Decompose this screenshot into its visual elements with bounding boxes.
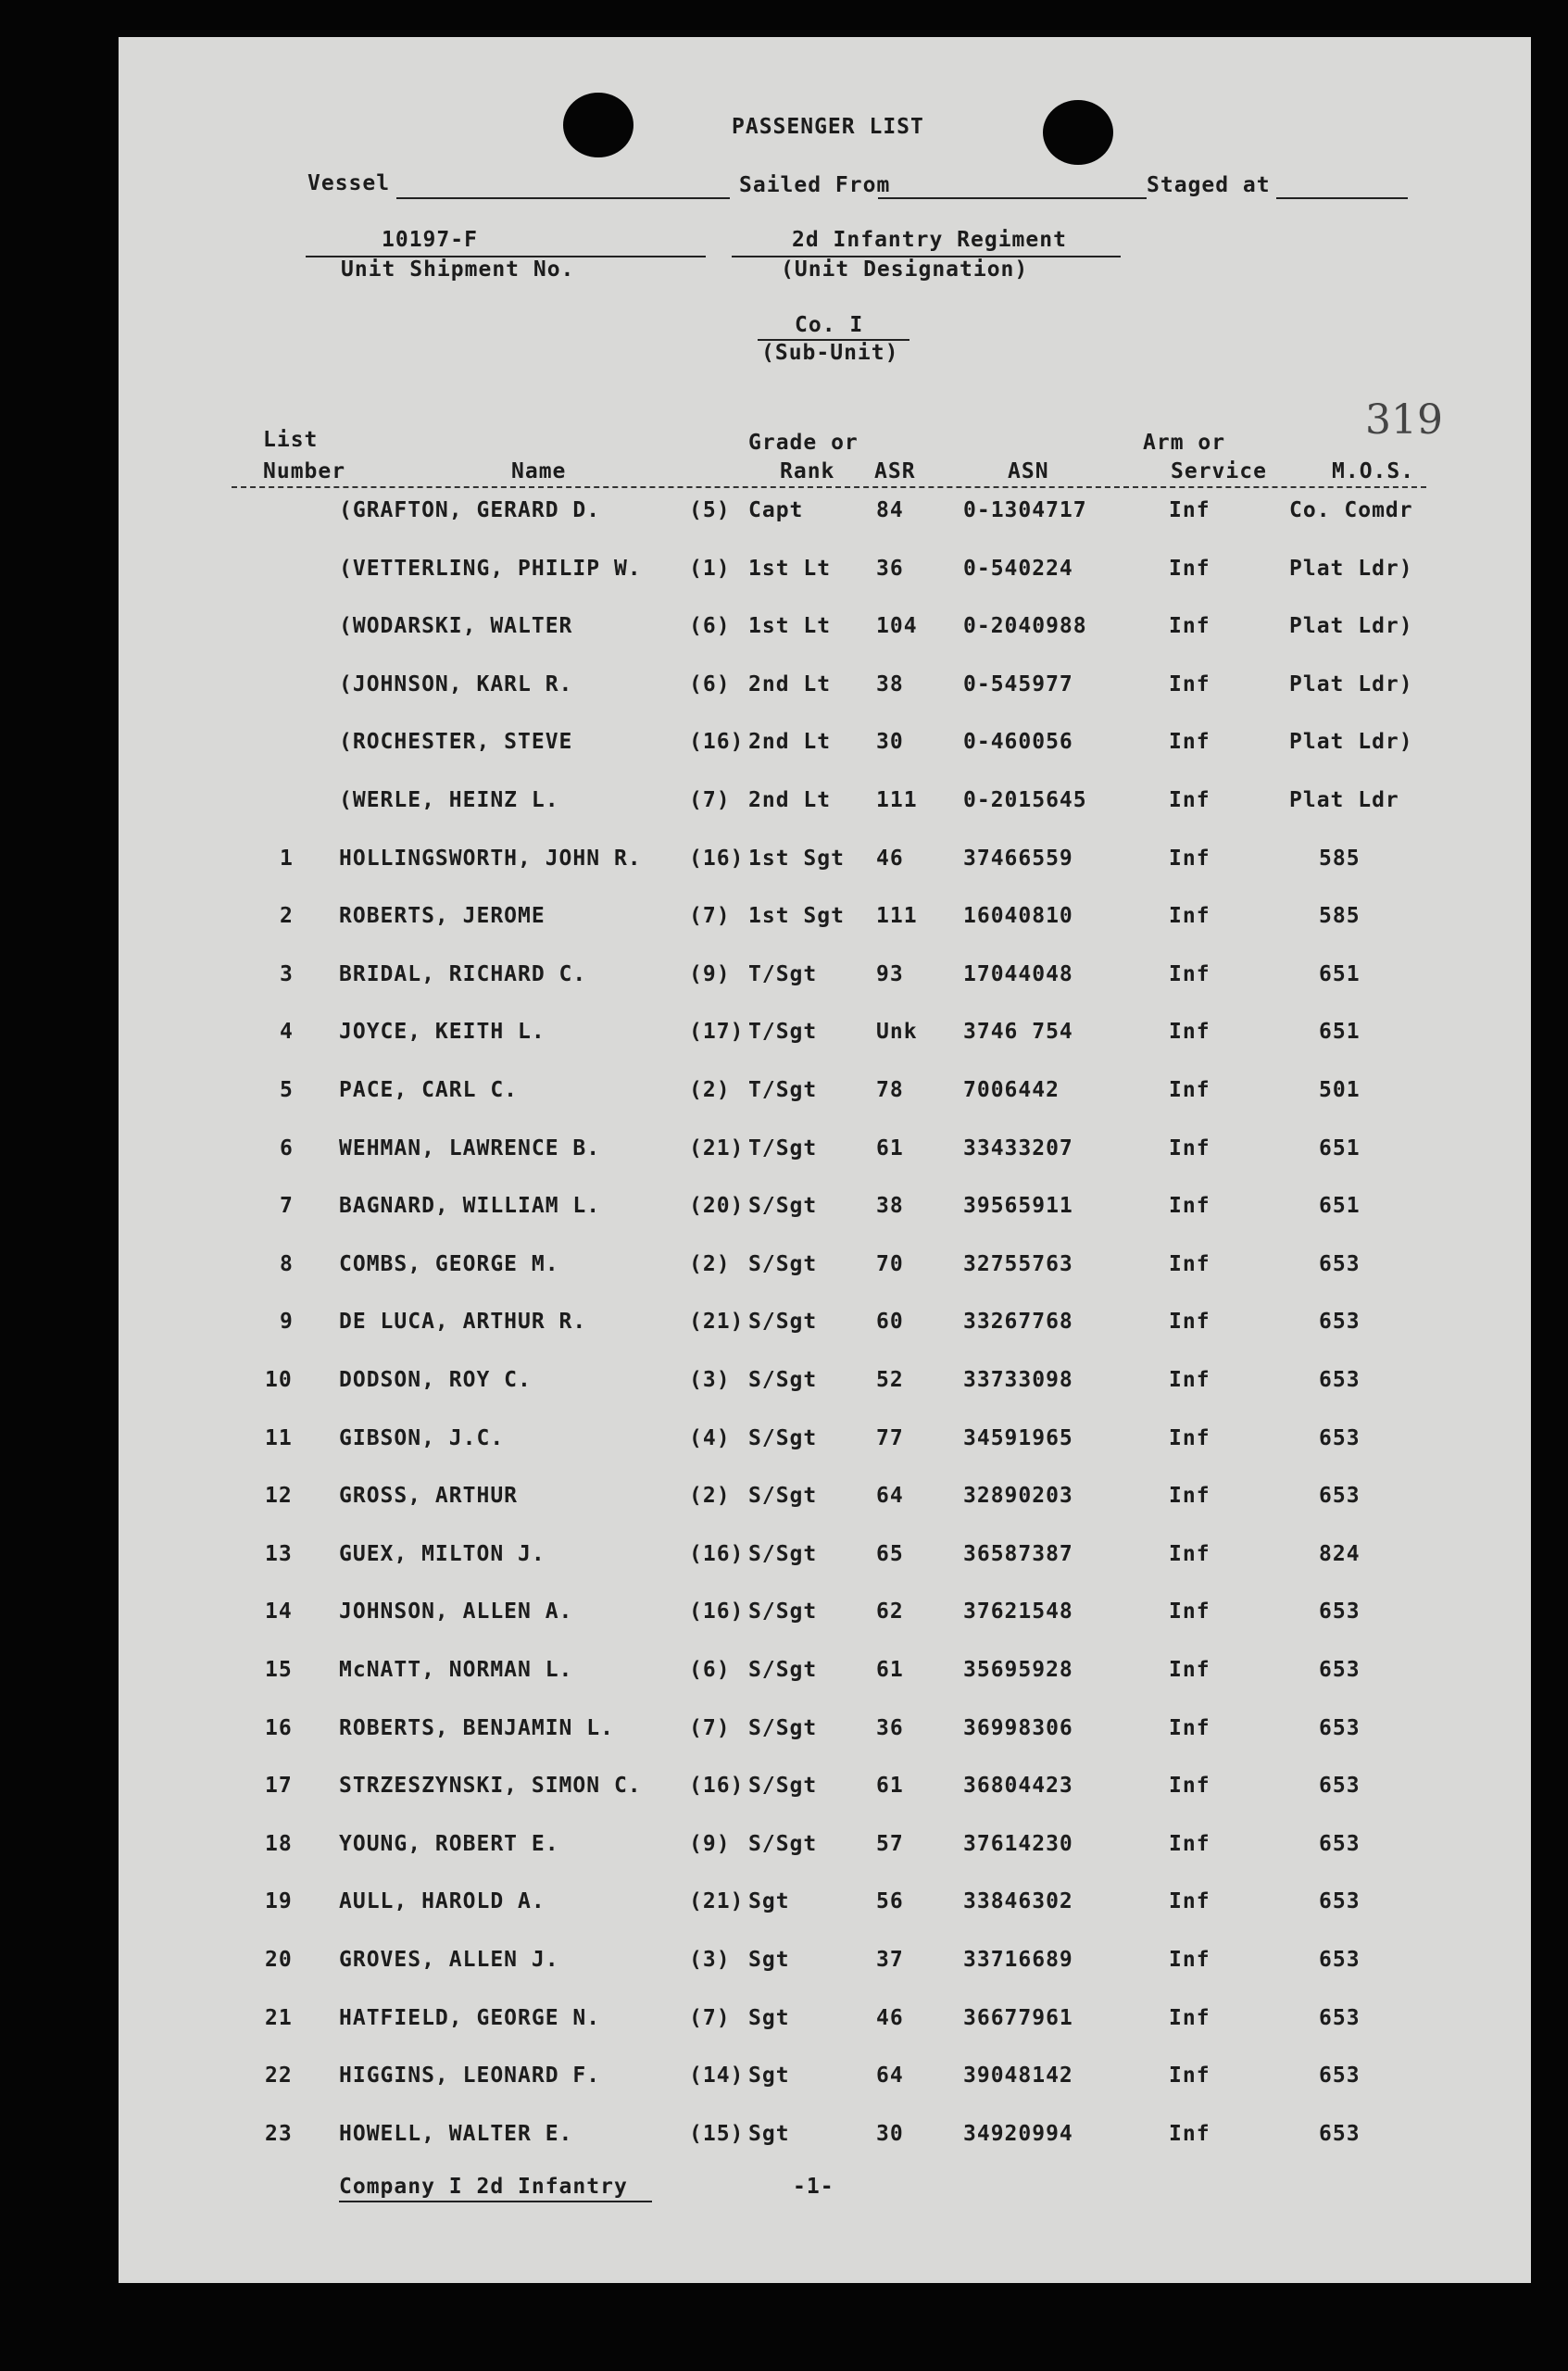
row-mos: 585 — [1319, 904, 1361, 929]
row-number: 19 — [265, 1889, 293, 1914]
table-row — [0, 1194, 1568, 1231]
row-number: 3 — [280, 961, 294, 986]
row-arm: Inf — [1169, 1251, 1210, 1276]
row-rank: S/Sgt — [748, 1658, 818, 1682]
row-number: 7 — [280, 1194, 294, 1219]
row-arm: Inf — [1169, 1078, 1210, 1102]
row-code: (20) — [689, 1194, 745, 1219]
row-asn: 0-2040988 — [963, 614, 1087, 639]
row-name: HATFIELD, GEORGE N. — [339, 2005, 601, 2030]
row-arm: Inf — [1169, 671, 1210, 696]
row-name: ROBERTS, BENJAMIN L. — [339, 1715, 614, 1740]
row-name: (ROCHESTER, STEVE — [339, 730, 573, 755]
table-row — [0, 1832, 1568, 1869]
row-name: ROBERTS, JEROME — [339, 904, 546, 929]
row-name: McNATT, NORMAN L. — [339, 1658, 573, 1682]
row-asr: 37 — [876, 1948, 904, 1972]
col-arm: Arm or — [1143, 431, 1226, 455]
table-row — [0, 1310, 1568, 1347]
row-asr: 64 — [876, 2064, 904, 2089]
row-number: 9 — [280, 1310, 294, 1335]
row-asn: 0-1304717 — [963, 498, 1087, 522]
table-row — [0, 1020, 1568, 1057]
row-asn: 36677961 — [963, 2005, 1073, 2030]
row-asr: 36 — [876, 556, 904, 581]
row-asr: 57 — [876, 1831, 904, 1856]
row-asn: 33716689 — [963, 1948, 1073, 1972]
row-code: (16) — [689, 1774, 745, 1799]
row-asr: 65 — [876, 1541, 904, 1566]
row-arm: Inf — [1169, 1948, 1210, 1972]
row-name: DE LUCA, ARTHUR R. — [339, 1310, 587, 1335]
row-asn: 34591965 — [963, 1425, 1073, 1450]
row-code: (2) — [689, 1484, 731, 1509]
row-arm: Inf — [1169, 730, 1210, 755]
row-name: JOYCE, KEITH L. — [339, 1020, 546, 1045]
row-rank: 2nd Lt — [748, 730, 832, 755]
row-asr: 78 — [876, 1078, 904, 1102]
row-mos: Plat Ldr — [1289, 788, 1399, 812]
row-asr: 77 — [876, 1425, 904, 1450]
row-number: 11 — [265, 1425, 293, 1450]
table-row — [0, 2064, 1568, 2101]
row-rank: Sgt — [748, 2121, 790, 2146]
row-rank: 2nd Lt — [748, 671, 832, 696]
row-name: HOLLINGSWORTH, JOHN R. — [339, 846, 642, 871]
row-asr: 30 — [876, 730, 904, 755]
row-mos: 653 — [1319, 1599, 1361, 1625]
row-rank: Sgt — [748, 1889, 790, 1914]
punch-hole — [563, 93, 633, 157]
row-asr: 30 — [876, 2121, 904, 2146]
row-arm: Inf — [1169, 614, 1210, 639]
row-mos: 653 — [1319, 1715, 1361, 1740]
col-grade-2: Rank — [780, 459, 835, 483]
row-mos: 653 — [1319, 2064, 1361, 2089]
row-arm: Inf — [1169, 2005, 1210, 2030]
row-arm: Inf — [1169, 904, 1210, 929]
row-rank: Sgt — [748, 1948, 790, 1972]
row-code: (2) — [689, 1078, 731, 1102]
table-row — [0, 730, 1568, 767]
row-arm: Inf — [1169, 1774, 1210, 1799]
subunit-label: (Sub-Unit) — [761, 341, 899, 365]
table-row — [0, 1078, 1568, 1115]
row-mos: 653 — [1319, 1310, 1361, 1335]
col-name: Name — [511, 459, 567, 483]
row-mos: 653 — [1319, 1889, 1361, 1914]
col-list-number: List — [263, 428, 319, 452]
row-asr: 61 — [876, 1135, 904, 1160]
row-asn: 37466559 — [963, 846, 1073, 871]
row-arm: Inf — [1169, 1715, 1210, 1740]
row-asn: 34920994 — [963, 2121, 1073, 2146]
row-asn: 32755763 — [963, 1251, 1073, 1276]
row-asn: 33433207 — [963, 1135, 1073, 1160]
header-rule — [232, 486, 1426, 490]
row-asr: 46 — [876, 846, 904, 871]
footer-page: -1- — [793, 2175, 834, 2199]
row-asn: 16040810 — [963, 904, 1073, 929]
row-mos: 651 — [1319, 961, 1361, 986]
row-mos: Plat Ldr) — [1289, 556, 1413, 581]
row-code: (21) — [689, 1889, 745, 1914]
row-rank: S/Sgt — [748, 1715, 818, 1740]
row-mos: 653 — [1319, 2005, 1361, 2030]
row-asn: 33733098 — [963, 1368, 1073, 1392]
row-rank: 1st Sgt — [748, 904, 845, 929]
row-number: 1 — [280, 846, 294, 871]
row-code: (14) — [689, 2064, 745, 2089]
row-asr: 84 — [876, 498, 904, 522]
row-name: YOUNG, ROBERT E. — [339, 1831, 559, 1856]
row-asn: 39565911 — [963, 1194, 1073, 1219]
row-asr: 93 — [876, 961, 904, 986]
row-number: 18 — [265, 1831, 293, 1856]
row-mos: 653 — [1319, 1484, 1361, 1509]
row-number: 4 — [280, 1020, 294, 1045]
row-code: (4) — [689, 1425, 731, 1450]
row-rank: S/Sgt — [748, 1310, 818, 1335]
row-number: 15 — [265, 1658, 293, 1682]
row-asr: 61 — [876, 1658, 904, 1682]
row-mos: 653 — [1319, 1425, 1361, 1450]
row-rank: S/Sgt — [748, 1425, 818, 1450]
row-name: HOWELL, WALTER E. — [339, 2121, 573, 2146]
row-asn: 0-540224 — [963, 556, 1073, 581]
row-asn: 39048142 — [963, 2064, 1073, 2089]
row-arm: Inf — [1169, 1135, 1210, 1160]
table-row — [0, 614, 1568, 651]
row-arm: Inf — [1169, 961, 1210, 986]
row-name: (VETTERLING, PHILIP W. — [339, 556, 642, 581]
footer-rule — [339, 2201, 652, 2202]
staged-at-field — [1276, 197, 1408, 199]
row-asn: 33267768 — [963, 1310, 1073, 1335]
table-row — [0, 1426, 1568, 1463]
row-asr: 38 — [876, 1194, 904, 1219]
row-number: 12 — [265, 1484, 293, 1509]
row-code: (17) — [689, 1020, 745, 1045]
row-arm: Inf — [1169, 1310, 1210, 1335]
row-name: (WERLE, HEINZ L. — [339, 788, 559, 812]
row-arm: Inf — [1169, 2064, 1210, 2089]
row-arm: Inf — [1169, 1484, 1210, 1509]
row-name: BRIDAL, RICHARD C. — [339, 961, 587, 986]
row-code: (9) — [689, 1831, 731, 1856]
row-number: 14 — [265, 1599, 293, 1625]
row-name: GROVES, ALLEN J. — [339, 1948, 559, 1972]
row-number: 2 — [280, 904, 294, 929]
row-number: 17 — [265, 1774, 293, 1799]
row-asr: 64 — [876, 1484, 904, 1509]
shipment-label: Unit Shipment No. — [341, 257, 575, 282]
row-name: (GRAFTON, GERARD D. — [339, 498, 601, 522]
page-number: 319 — [1365, 396, 1443, 444]
row-name: STRZESZYNSKI, SIMON C. — [339, 1774, 642, 1799]
row-number: 20 — [265, 1948, 293, 1972]
row-mos: 653 — [1319, 1948, 1361, 1972]
row-arm: Inf — [1169, 1425, 1210, 1450]
row-name: PACE, CARL C. — [339, 1078, 519, 1102]
row-code: (21) — [689, 1310, 745, 1335]
row-code: (7) — [689, 904, 731, 929]
row-name: WEHMAN, LAWRENCE B. — [339, 1135, 601, 1160]
row-arm: Inf — [1169, 1889, 1210, 1914]
unit-designation-label: (Unit Designation) — [781, 257, 1029, 282]
row-arm: Inf — [1169, 498, 1210, 522]
row-arm: Inf — [1169, 788, 1210, 812]
row-mos: 653 — [1319, 1658, 1361, 1682]
row-asn: 0-545977 — [963, 671, 1073, 696]
row-arm: Inf — [1169, 1020, 1210, 1045]
row-asn: 33846302 — [963, 1889, 1073, 1914]
table-row — [0, 1948, 1568, 1985]
row-asn: 32890203 — [963, 1484, 1073, 1509]
row-name: (JOHNSON, KARL R. — [339, 671, 573, 696]
row-asr: 36 — [876, 1715, 904, 1740]
table-row — [0, 962, 1568, 999]
table-row — [0, 557, 1568, 594]
row-rank: T/Sgt — [748, 1135, 818, 1160]
row-code: (7) — [689, 2005, 731, 2030]
row-rank: S/Sgt — [748, 1194, 818, 1219]
row-rank: S/Sgt — [748, 1484, 818, 1509]
subunit: Co. I — [795, 313, 864, 337]
row-rank: 2nd Lt — [748, 788, 832, 812]
row-rank: S/Sgt — [748, 1831, 818, 1856]
row-arm: Inf — [1169, 2121, 1210, 2146]
row-asn: 0-460056 — [963, 730, 1073, 755]
row-code: (16) — [689, 1599, 745, 1625]
table-row — [0, 904, 1568, 941]
row-asr: 62 — [876, 1599, 904, 1625]
sailed-from-field — [878, 197, 1147, 199]
vessel-field — [396, 197, 730, 199]
row-number: 13 — [265, 1541, 293, 1566]
row-asr: 60 — [876, 1310, 904, 1335]
row-asr: 111 — [876, 788, 918, 812]
row-asr: 38 — [876, 671, 904, 696]
row-arm: Inf — [1169, 556, 1210, 581]
row-name: HIGGINS, LEONARD F. — [339, 2064, 601, 2089]
row-asn: 7006442 — [963, 1078, 1060, 1102]
row-asn: 17044048 — [963, 961, 1073, 986]
row-code: (15) — [689, 2121, 745, 2146]
row-name: GUEX, MILTON J. — [339, 1541, 546, 1566]
vessel-label: Vessel — [307, 171, 391, 195]
col-mos: M.O.S. — [1332, 459, 1415, 483]
row-asr: Unk — [876, 1020, 918, 1045]
row-rank: S/Sgt — [748, 1774, 818, 1799]
col-grade: Grade or — [748, 431, 859, 455]
row-number: 6 — [280, 1135, 294, 1160]
table-row — [0, 847, 1568, 884]
row-name: (WODARSKI, WALTER — [339, 614, 573, 639]
row-asr: 52 — [876, 1368, 904, 1392]
row-code: (3) — [689, 1368, 731, 1392]
table-row — [0, 2006, 1568, 2043]
table-row — [0, 1658, 1568, 1695]
row-mos: 653 — [1319, 1251, 1361, 1276]
table-row — [0, 1542, 1568, 1579]
row-rank: Sgt — [748, 2064, 790, 2089]
row-number: 23 — [265, 2121, 293, 2146]
row-rank: 1st Sgt — [748, 846, 845, 871]
table-row — [0, 498, 1568, 535]
unit-designation: 2d Infantry Regiment — [792, 228, 1067, 252]
row-rank: 1st Lt — [748, 614, 832, 639]
row-rank: Sgt — [748, 2005, 790, 2030]
row-asn: 36804423 — [963, 1774, 1073, 1799]
row-rank: S/Sgt — [748, 1368, 818, 1392]
table-row — [0, 2122, 1568, 2159]
table-row — [0, 1484, 1568, 1521]
row-mos: 501 — [1319, 1078, 1361, 1102]
row-mos: 651 — [1319, 1194, 1361, 1219]
row-asn: 37614230 — [963, 1831, 1073, 1856]
row-mos: 651 — [1319, 1135, 1361, 1160]
row-mos: Plat Ldr) — [1289, 614, 1413, 639]
row-name: JOHNSON, ALLEN A. — [339, 1599, 573, 1625]
list-title: PASSENGER LIST — [732, 115, 924, 139]
row-arm: Inf — [1169, 1831, 1210, 1856]
row-rank: S/Sgt — [748, 1251, 818, 1276]
row-mos: 653 — [1319, 1368, 1361, 1392]
punch-hole — [1043, 100, 1113, 165]
row-mos: 653 — [1319, 1774, 1361, 1799]
row-name: DODSON, ROY C. — [339, 1368, 532, 1392]
row-code: (6) — [689, 671, 731, 696]
row-arm: Inf — [1169, 1368, 1210, 1392]
row-mos: Plat Ldr) — [1289, 730, 1413, 755]
row-code: (1) — [689, 556, 731, 581]
row-rank: 1st Lt — [748, 556, 832, 581]
row-number: 16 — [265, 1715, 293, 1740]
row-code: (9) — [689, 961, 731, 986]
row-asn: 0-2015645 — [963, 788, 1087, 812]
row-arm: Inf — [1169, 1194, 1210, 1219]
row-number: 22 — [265, 2064, 293, 2089]
row-rank: Capt — [748, 498, 804, 522]
footer-unit: Company I 2d Infantry — [339, 2175, 628, 2199]
row-number: 21 — [265, 2005, 293, 2030]
col-asn: ASN — [1008, 459, 1049, 483]
row-asr: 70 — [876, 1251, 904, 1276]
row-asr: 111 — [876, 904, 918, 929]
row-name: GROSS, ARTHUR — [339, 1484, 519, 1509]
table-row — [0, 1136, 1568, 1173]
row-asn: 35695928 — [963, 1658, 1073, 1682]
row-name: BAGNARD, WILLIAM L. — [339, 1194, 601, 1219]
row-code: (3) — [689, 1948, 731, 1972]
row-code: (16) — [689, 730, 745, 755]
row-asn: 36587387 — [963, 1541, 1073, 1566]
row-asr: 104 — [876, 614, 918, 639]
row-arm: Inf — [1169, 1599, 1210, 1625]
row-rank: S/Sgt — [748, 1599, 818, 1625]
row-asn: 3746 754 — [963, 1020, 1073, 1045]
row-code: (2) — [689, 1251, 731, 1276]
row-mos: 653 — [1319, 2121, 1361, 2146]
staged-at-label: Staged at — [1147, 173, 1271, 197]
col-arm-2: Service — [1171, 459, 1267, 483]
row-number: 5 — [280, 1078, 294, 1102]
row-name: AULL, HAROLD A. — [339, 1889, 546, 1914]
table-row — [0, 1252, 1568, 1289]
row-asn: 37621548 — [963, 1599, 1073, 1625]
table-row — [0, 1889, 1568, 1926]
row-code: (21) — [689, 1135, 745, 1160]
table-row — [0, 1716, 1568, 1753]
row-arm: Inf — [1169, 1541, 1210, 1566]
row-code: (6) — [689, 1658, 731, 1682]
row-code: (16) — [689, 1541, 745, 1566]
table-row — [0, 1599, 1568, 1637]
row-asr: 61 — [876, 1774, 904, 1799]
row-name: COMBS, GEORGE M. — [339, 1251, 559, 1276]
row-mos: Plat Ldr) — [1289, 671, 1413, 696]
row-code: (5) — [689, 498, 731, 522]
row-code: (6) — [689, 614, 731, 639]
row-asr: 56 — [876, 1889, 904, 1914]
row-arm: Inf — [1169, 1658, 1210, 1682]
col-asr: ASR — [874, 459, 916, 483]
table-row — [0, 788, 1568, 825]
row-mos: Co. Comdr — [1289, 498, 1413, 522]
row-mos: 653 — [1319, 1831, 1361, 1856]
row-asr: 46 — [876, 2005, 904, 2030]
row-asn: 36998306 — [963, 1715, 1073, 1740]
row-name: GIBSON, J.C. — [339, 1425, 505, 1450]
sailed-from-label: Sailed From — [739, 173, 891, 197]
row-arm: Inf — [1169, 846, 1210, 871]
shipment-number: 10197-F — [382, 228, 478, 252]
table-row — [0, 672, 1568, 709]
row-rank: T/Sgt — [748, 961, 818, 986]
row-rank: S/Sgt — [748, 1541, 818, 1566]
table-row — [0, 1368, 1568, 1405]
row-rank: T/Sgt — [748, 1020, 818, 1045]
table-row — [0, 1774, 1568, 1811]
row-mos: 824 — [1319, 1541, 1361, 1566]
row-code: (7) — [689, 1715, 731, 1740]
row-number: 8 — [280, 1251, 294, 1276]
col-list-number-2: Number — [263, 459, 346, 483]
row-number: 10 — [265, 1368, 293, 1392]
row-code: (7) — [689, 788, 731, 812]
row-mos: 651 — [1319, 1020, 1361, 1045]
row-mos: 585 — [1319, 846, 1361, 871]
row-rank: T/Sgt — [748, 1078, 818, 1102]
row-code: (16) — [689, 846, 745, 871]
